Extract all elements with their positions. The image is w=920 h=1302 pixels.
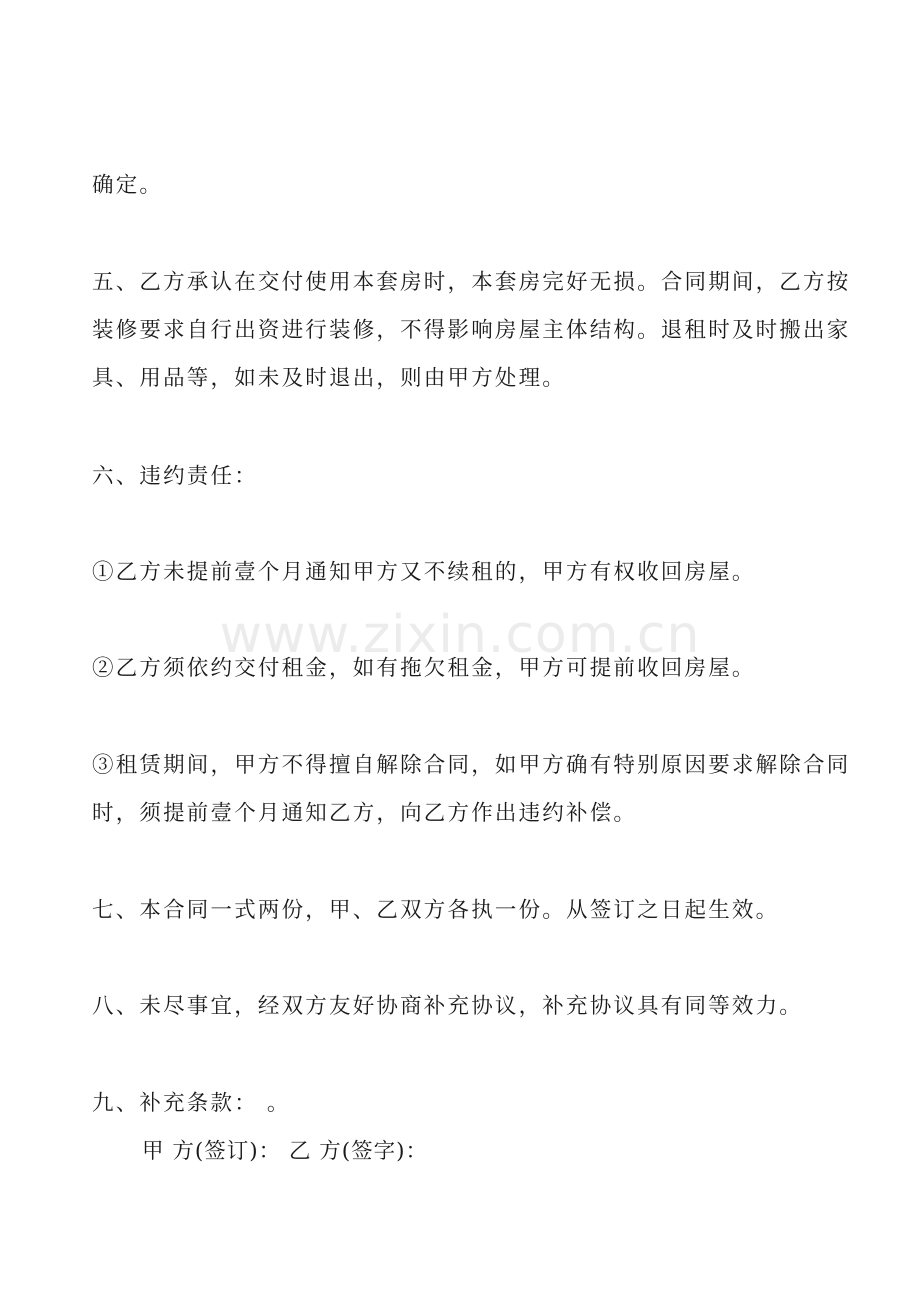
clause-5-line-3: 具、用品等，如未及时退出，则由甲方处理。: [92, 366, 567, 391]
clause-7: 七、本合同一式两份，甲、乙双方各执一份。从签订之日起生效。: [92, 898, 780, 923]
clause-8: 八、未尽事宜，经双方友好协商补充协议，补充协议具有同等效力。: [92, 994, 804, 1019]
clause-6-item-2: ②乙方须依约交付租金，如有拖欠租金，甲方可提前收回房屋。: [92, 656, 756, 681]
watermark: www.zixin.com.cn: [219, 605, 701, 665]
clause-6-item-3-line-1: ③租赁期间，甲方不得擅自解除合同，如甲方确有特别原因要求解除合同: [92, 753, 851, 778]
clause-6-item-3-line-2: 时，须提前壹个月通知乙方，向乙方作出违约补偿。: [92, 801, 638, 826]
clause-5-line-1: 五、乙方承认在交付使用本套房时，本套房完好无损。合同期间，乙方按: [92, 270, 851, 295]
clause-6-heading: 六、违约责任：: [92, 464, 258, 489]
clause-4-ending: 确定。: [92, 173, 164, 198]
clause-5-line-2: 装修要求自行出资进行装修，不得影响房屋主体结构。退租时及时搬出家: [92, 318, 851, 343]
clause-6-item-1: ①乙方未提前壹个月通知甲方又不续租的，甲方有权收回房屋。: [92, 560, 756, 585]
clause-9: 九、补充条款： 。: [92, 1091, 291, 1116]
signature-line: 甲 方(签订)： 乙 方(签字)：: [142, 1139, 429, 1164]
